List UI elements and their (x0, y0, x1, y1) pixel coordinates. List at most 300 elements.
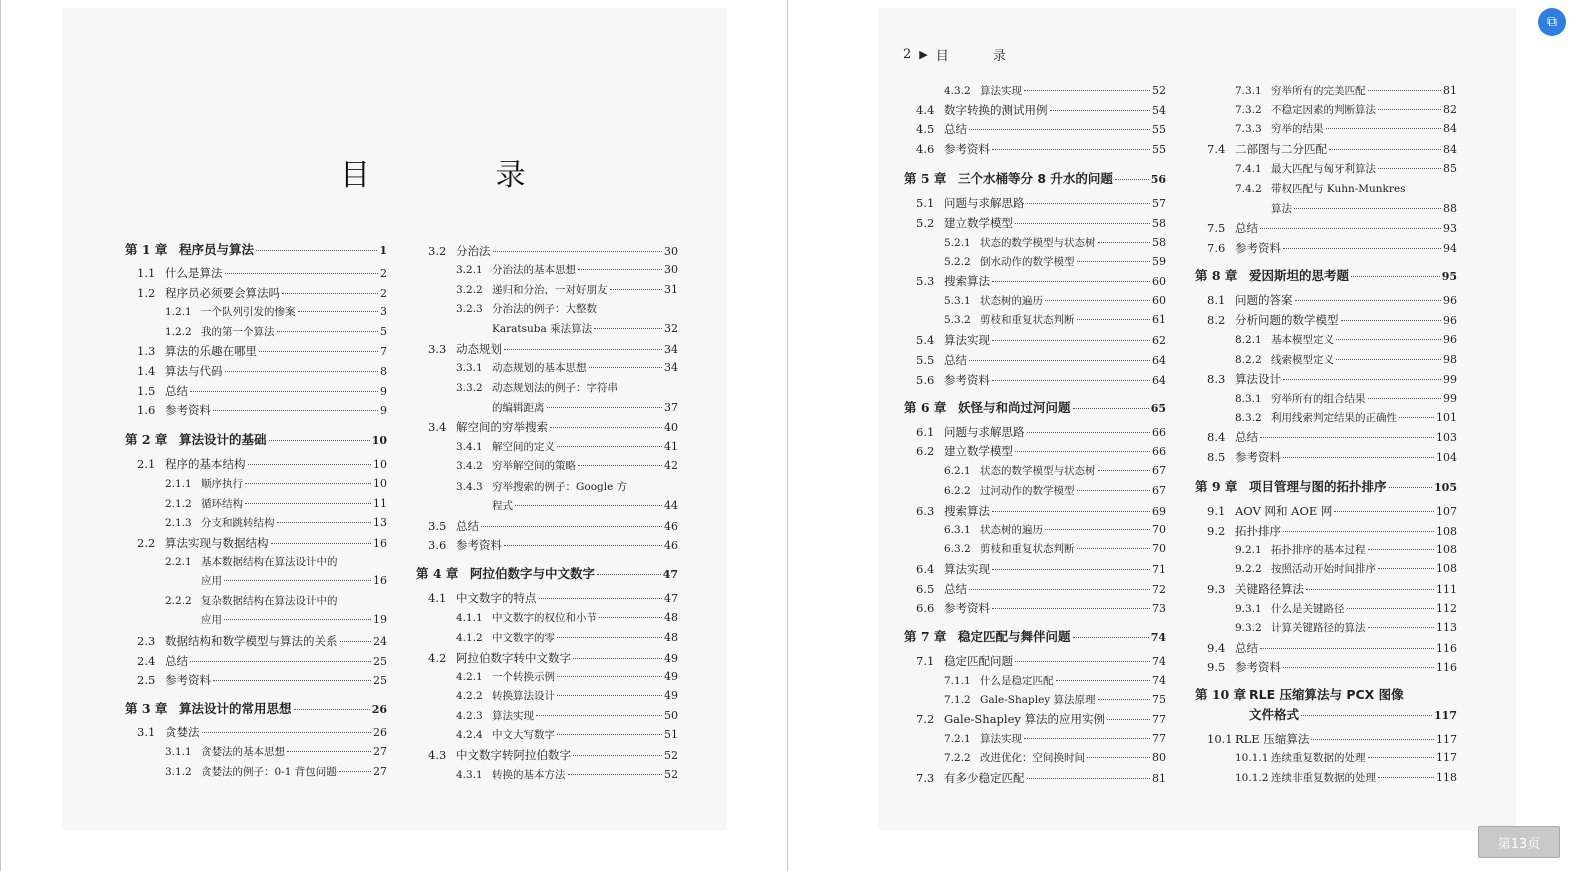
toc-leader-dots (1368, 398, 1442, 399)
toc-section-entry[interactable] (916, 444, 1166, 459)
toc-subsection-entry[interactable] (944, 693, 1166, 707)
toc-subsection-entry[interactable] (456, 728, 678, 742)
toc-section-entry[interactable] (428, 591, 678, 606)
toc-entry-page: 58 (1152, 217, 1166, 230)
toc-entry-title: 穷举解空间的策略 (492, 460, 576, 472)
left-border (0, 0, 1, 871)
toc-leader-dots (557, 734, 662, 735)
toc-entry-title: 倒水动作的数学模型 (980, 256, 1075, 268)
toc-subsection-entry[interactable] (944, 84, 1166, 98)
toc-entry-title: 参考资料 (944, 373, 990, 387)
toc-section-entry[interactable] (916, 142, 1166, 157)
toc-subsection-entry[interactable] (456, 283, 678, 297)
toc-leader-dots (969, 589, 1150, 590)
toc-section-entry[interactable] (916, 373, 1166, 388)
toc-entry-number: 9.4 (1207, 641, 1226, 655)
toc-entry-title: RLE 压缩算法与 PCX 图像 (1249, 687, 1404, 702)
toc-chapter-entry[interactable] (1195, 269, 1457, 284)
toc-entry-number: 第 10 章 (1195, 687, 1247, 702)
toc-section-entry[interactable] (916, 122, 1166, 137)
toc-subsection-entry[interactable] (165, 594, 387, 608)
toc-chapter-entry[interactable] (1195, 480, 1457, 495)
toc-entry-page: 9 (380, 404, 387, 417)
toc-subsection-entry[interactable] (1235, 202, 1457, 216)
toc-entry-title: 总结 (165, 384, 188, 398)
toc-entry-number: 9.2.1 (1235, 544, 1262, 556)
toc-entry-number: 8.3.1 (1235, 393, 1262, 405)
toc-leader-dots (1368, 627, 1435, 628)
toc-section-entry[interactable] (137, 654, 387, 669)
toc-entry-page: 77 (1152, 732, 1166, 745)
toc-entry-title: 一个转换示例 (492, 671, 555, 683)
toc-leader-dots (1341, 320, 1442, 321)
toc-leader-dots (610, 289, 663, 290)
toc-subsection-entry[interactable] (1235, 602, 1457, 616)
toc-subsection-entry[interactable] (944, 313, 1166, 327)
toc-subsection-entry[interactable] (944, 484, 1166, 498)
toc-entry-title: 爱因斯坦的思考题 (1249, 268, 1350, 283)
toc-section-entry[interactable] (916, 654, 1166, 669)
toc-entry-number: 第 2 章 (125, 432, 168, 447)
toc-entry-number: 9.1 (1207, 504, 1226, 518)
toc-subsection-entry[interactable] (456, 440, 678, 454)
toc-section-entry[interactable] (1207, 430, 1457, 445)
toc-section-entry[interactable] (1207, 142, 1457, 157)
toc-leader-dots (1098, 470, 1151, 471)
toc-subsection-entry[interactable] (1235, 751, 1457, 765)
toc-entry-page: 34 (664, 343, 678, 356)
toc-leader-dots (1378, 777, 1434, 778)
toc-leader-dots (294, 709, 370, 710)
toc-entry-title: 算法设计 (1235, 372, 1281, 386)
toc-entry-number: 6.3 (916, 504, 935, 518)
toc-subsection-entry[interactable] (456, 689, 678, 703)
toc-entry-number: 5.2.1 (944, 237, 971, 249)
toc-subsection-entry[interactable] (165, 305, 387, 319)
toc-section-entry[interactable] (1207, 450, 1457, 465)
toc-entry-number: 第 7 章 (904, 629, 947, 644)
toc-entry-number: 3.2.1 (456, 264, 483, 276)
toc-leader-dots (969, 129, 1150, 130)
toc-section-entry[interactable] (916, 712, 1166, 727)
toc-section-entry[interactable] (137, 266, 387, 281)
toc-subsection-entry[interactable] (165, 574, 387, 588)
page-indicator[interactable]: 第13页 (1478, 826, 1560, 858)
toc-entry-title: 参考资料 (1235, 241, 1281, 255)
toc-section-entry[interactable] (137, 634, 387, 649)
toc-chapter-entry[interactable] (1195, 708, 1457, 723)
toc-entry-page: 59 (1152, 255, 1166, 268)
toc-title: 目 录 (340, 158, 584, 193)
toc-entry-page: 88 (1443, 202, 1457, 215)
toc-subsection-entry[interactable] (456, 459, 678, 473)
toc-section-entry[interactable] (1207, 582, 1457, 597)
toc-subsection-entry[interactable] (944, 732, 1166, 746)
toc-section-entry[interactable] (916, 562, 1166, 577)
toc-entry-number: 3.3.2 (456, 382, 483, 394)
toc-entry-page: 24 (373, 635, 387, 648)
toc-entry-page: 10 (373, 477, 387, 490)
toc-entry-number: 3.3.1 (456, 362, 483, 374)
toc-entry-title: 复杂数据结构在算法设计中的 (201, 595, 338, 607)
toc-entry-page: 117 (1436, 751, 1457, 764)
toc-entry-page: 62 (1152, 334, 1166, 347)
toc-entry-title: 连续非重复数据的处理 (1271, 772, 1376, 784)
toc-entry-number: 4.2.4 (456, 729, 483, 741)
toc-entry-page: 118 (1436, 771, 1457, 784)
toc-chapter-entry[interactable] (904, 401, 1166, 416)
toc-entry-number: 8.4 (1207, 430, 1226, 444)
toc-section-entry[interactable] (916, 216, 1166, 231)
toc-leader-dots (1260, 228, 1441, 229)
toc-chapter-entry[interactable] (1195, 688, 1457, 702)
toc-leader-dots (539, 598, 663, 599)
toc-subsection-entry[interactable] (165, 613, 387, 627)
toc-leader-dots (269, 440, 370, 441)
toc-entry-title: 拓扑排序的基本过程 (1271, 544, 1366, 556)
toc-entry-title: 状态树的遍历 (980, 524, 1043, 536)
toc-leader-dots (1045, 300, 1150, 301)
toc-entry-title: 穷举的结果 (1271, 123, 1324, 135)
toc-entry-number: 8.3 (1207, 372, 1226, 386)
toc-section-entry[interactable] (428, 538, 678, 553)
toc-leader-dots (1378, 568, 1434, 569)
toc-entry-page: 41 (664, 440, 678, 453)
toc-entry-page: 75 (1152, 693, 1166, 706)
toc-section-entry[interactable] (428, 748, 678, 763)
toc-subsection-entry[interactable] (1235, 103, 1457, 117)
toc-leader-dots (1260, 648, 1434, 649)
toc-entry-title: 建立数学模型 (944, 444, 1013, 458)
toc-entry-title: 我的第一个算法 (201, 326, 275, 338)
toc-entry-page: 64 (1152, 374, 1166, 387)
toc-chapter-entry[interactable] (416, 567, 678, 582)
toc-entry-page: 48 (664, 611, 678, 624)
toc-entry-page: 26 (373, 726, 387, 739)
toc-entry-number: 5.3 (916, 274, 935, 288)
toc-subsection-entry[interactable] (456, 631, 678, 645)
toc-section-entry[interactable] (916, 274, 1166, 289)
toc-entry-title: 算法的乐趣在哪里 (165, 344, 257, 358)
toc-section-entry[interactable] (916, 425, 1166, 440)
toc-entry-title: 总结 (1235, 641, 1258, 655)
toc-leader-dots (1399, 417, 1434, 418)
toc-entry-number: 7.4.1 (1235, 163, 1262, 175)
toc-subsection-entry[interactable] (944, 255, 1166, 269)
toc-section-entry[interactable] (137, 344, 387, 359)
toc-entry-title: 动态规划的基本思想 (492, 362, 587, 374)
toc-leader-dots (287, 751, 371, 752)
toc-leader-dots (1311, 739, 1434, 740)
toc-section-entry[interactable] (916, 103, 1166, 118)
toc-subsection-entry[interactable] (944, 751, 1166, 765)
toc-leader-dots (557, 676, 662, 677)
toc-entry-page: 26 (371, 703, 387, 716)
toc-section-entry[interactable] (137, 673, 387, 688)
toc-section-entry[interactable] (1207, 241, 1457, 256)
toc-entry-page: 1 (379, 244, 387, 257)
toc-subsection-entry[interactable] (456, 361, 678, 375)
toc-entry-page: 82 (1443, 103, 1457, 116)
toc-subsection-entry[interactable] (944, 674, 1166, 688)
toc-entry-title: Gale-Shapley 算法的应用实例 (944, 712, 1106, 726)
translate-button[interactable] (1538, 8, 1566, 36)
toc-chapter-entry[interactable] (904, 630, 1166, 645)
toc-section-entry[interactable] (1207, 504, 1457, 519)
toc-section-entry[interactable] (137, 725, 387, 740)
toc-entry-title: 参考资料 (165, 403, 211, 417)
toc-section-entry[interactable] (1207, 641, 1457, 656)
toc-entry-title: 程序员与算法 (179, 242, 255, 257)
toc-leader-dots (248, 464, 372, 465)
toc-subsection-entry[interactable] (165, 497, 387, 511)
toc-subsection-entry[interactable] (456, 263, 678, 277)
toc-section-entry[interactable] (137, 286, 387, 301)
toc-chapter-entry[interactable] (125, 433, 387, 448)
toc-entry-title: 程式 (492, 500, 513, 512)
toc-section-entry[interactable] (1207, 372, 1457, 387)
toc-subsection-entry[interactable] (456, 480, 678, 494)
toc-subsection-entry[interactable] (1235, 543, 1457, 557)
toc-section-entry[interactable] (1207, 732, 1457, 747)
toc-entry-number: 5.3.2 (944, 314, 971, 326)
toc-subsection-entry[interactable] (456, 302, 678, 316)
toc-entry-page: 60 (1152, 294, 1166, 307)
toc-entry-number: 7.3.3 (1235, 123, 1262, 135)
toc-entry-page: 73 (1152, 602, 1166, 615)
toc-entry-number: 10.1 (1207, 732, 1233, 746)
toc-section-entry[interactable] (1207, 313, 1457, 328)
toc-entry-number: 4.1.1 (456, 612, 483, 624)
toc-section-entry[interactable] (1207, 293, 1457, 308)
toc-leader-dots (599, 617, 662, 618)
toc-section-entry[interactable] (137, 536, 387, 551)
toc-leader-dots (557, 695, 662, 696)
toc-entry-title: 分析问题的数学模型 (1235, 313, 1339, 327)
toc-entry-number: 3.4.1 (456, 441, 483, 453)
toc-leader-dots (1115, 179, 1149, 180)
toc-entry-number: 第 9 章 (1195, 479, 1238, 494)
toc-entry-page: 55 (1152, 123, 1166, 136)
toc-section-entry[interactable] (916, 601, 1166, 616)
toc-subsection-entry[interactable] (1235, 84, 1457, 98)
toc-entry-title: 状态树的遍历 (980, 295, 1043, 307)
running-header (903, 45, 1026, 64)
toc-section-entry[interactable] (137, 457, 387, 472)
toc-leader-dots (1056, 680, 1151, 681)
toc-entry-page: 54 (1152, 104, 1166, 117)
toc-entry-page: 107 (1436, 505, 1457, 518)
toc-entry-page: 77 (1152, 713, 1166, 726)
toc-subsection-entry[interactable] (1235, 182, 1457, 196)
toc-subsection-entry[interactable] (944, 236, 1166, 250)
toc-subsection-entry[interactable] (1235, 621, 1457, 635)
toc-subsection-entry[interactable] (456, 499, 678, 513)
toc-chapter-entry[interactable] (125, 702, 387, 717)
toc-chapter-entry[interactable] (904, 172, 1166, 187)
toc-entry-number: 6.1 (916, 425, 935, 439)
toc-entry-title: 中文数字的权位和小节 (492, 612, 597, 624)
toc-entry-number: 1.3 (137, 344, 156, 358)
toc-entry-number: 8.2.2 (1235, 354, 1262, 366)
toc-subsection-entry[interactable] (944, 294, 1166, 308)
toc-entry-page: 10 (371, 434, 387, 447)
toc-entry-number: 7.3.1 (1235, 85, 1262, 97)
toc-section-entry[interactable] (137, 364, 387, 379)
toc-subsection-entry[interactable] (1235, 122, 1457, 136)
toc-entry-number: 8.2 (1207, 313, 1226, 327)
toc-leader-dots (1077, 490, 1151, 491)
toc-leader-dots (1077, 261, 1151, 262)
toc-subsection-entry[interactable] (1235, 411, 1457, 425)
toc-section-entry[interactable] (916, 333, 1166, 348)
toc-leader-dots (992, 340, 1150, 341)
toc-entry-title: 算法实现 (980, 85, 1022, 97)
toc-leader-dots (597, 574, 661, 575)
toc-entry-number: 7.1.1 (944, 675, 971, 687)
toc-section-entry[interactable] (428, 420, 678, 435)
toc-entry-page: 2 (380, 287, 387, 300)
toc-leader-dots (504, 349, 662, 350)
toc-entry-title: 算法 (1271, 203, 1292, 215)
toc-leader-dots (259, 351, 378, 352)
toc-subsection-entry[interactable] (1235, 162, 1457, 176)
toc-entry-number: 2.2 (137, 536, 156, 550)
toc-subsection-entry[interactable] (1235, 392, 1457, 406)
toc-section-entry[interactable] (916, 196, 1166, 211)
toc-leader-dots (1368, 549, 1435, 550)
toc-section-entry[interactable] (916, 353, 1166, 368)
toc-entry-title: 穷举搜索的例子：Google 方 (492, 481, 628, 493)
toc-entry-title: 总结 (1235, 221, 1258, 235)
toc-entry-page: 98 (1443, 353, 1457, 366)
toc-entry-number: 8.1 (1207, 293, 1226, 307)
toc-entry-title: 穷举所有的完美匹配 (1271, 85, 1366, 97)
toc-subsection-entry[interactable] (456, 670, 678, 684)
toc-entry-title: 连续重复数据的处理 (1271, 752, 1366, 764)
toc-section-entry[interactable] (137, 384, 387, 399)
toc-leader-dots (992, 380, 1150, 381)
toc-section-entry[interactable] (137, 403, 387, 418)
toc-entry-page: 49 (664, 689, 678, 702)
toc-leader-dots (1283, 248, 1441, 249)
toc-entry-number: 10.1.2 (1235, 772, 1269, 784)
toc-entry-page: 108 (1436, 543, 1457, 556)
toc-entry-title: 贪婪法的例子：0-1 背包问题 (201, 766, 337, 778)
toc-entry-page: 67 (1152, 484, 1166, 497)
toc-entry-title: 转换算法设计 (492, 690, 555, 702)
toc-entry-page: 47 (664, 592, 678, 605)
toc-subsection-entry[interactable] (456, 768, 678, 782)
toc-entry-title: 算法实现 (980, 733, 1022, 745)
toc-subsection-entry[interactable] (456, 322, 678, 336)
toc-subsection-entry[interactable] (165, 745, 387, 759)
toc-entry-title: 解空间的定义 (492, 441, 555, 453)
translate-icon: ⧉ (1547, 14, 1557, 30)
toc-section-entry[interactable] (916, 771, 1166, 786)
toc-subsection-entry[interactable] (1235, 562, 1457, 576)
toc-section-entry[interactable] (916, 504, 1166, 519)
toc-section-entry[interactable] (428, 342, 678, 357)
toc-leader-dots (1098, 699, 1150, 700)
toc-subsection-entry[interactable] (456, 381, 678, 395)
toc-entry-title: 三个水桶等分 8 升水的问题 (958, 171, 1113, 186)
toc-entry-number: 5.5 (916, 353, 935, 367)
toc-subsection-entry[interactable] (165, 477, 387, 491)
toc-subsection-entry[interactable] (1235, 333, 1457, 347)
toc-entry-page: 99 (1443, 373, 1457, 386)
toc-entry-title: 不稳定因素的判断算法 (1271, 104, 1376, 116)
toc-entry-page: 44 (664, 499, 678, 512)
toc-leader-dots (536, 715, 662, 716)
toc-entry-page: 60 (1152, 275, 1166, 288)
toc-entry-number: 1.4 (137, 364, 156, 378)
toc-leader-dots (1294, 208, 1441, 209)
toc-entry-title: 带权匹配与 Kuhn-Munkres (1271, 183, 1406, 195)
toc-entry-number: 第 1 章 (125, 242, 168, 257)
page-divider (787, 0, 788, 871)
toc-subsection-entry[interactable] (165, 325, 387, 339)
toc-leader-dots (1336, 359, 1441, 360)
toc-entry-number: 9.3.1 (1235, 603, 1262, 615)
toc-leader-dots (271, 543, 372, 544)
toc-entry-number: 8.5 (1207, 450, 1226, 464)
toc-entry-number: 5.3.1 (944, 295, 971, 307)
toc-entry-title: 问题与求解思路 (944, 425, 1025, 439)
toc-entry-page: 2 (380, 267, 387, 280)
toc-entry-page: 5 (380, 325, 387, 338)
toc-entry-title: 中文数字转阿拉伯数字 (456, 748, 571, 762)
toc-subsection-entry[interactable] (165, 555, 387, 569)
toc-leader-dots (481, 526, 662, 527)
toc-leader-dots (992, 511, 1150, 512)
toc-section-entry[interactable] (1207, 221, 1457, 236)
toc-leader-dots (1295, 300, 1442, 301)
toc-subsection-entry[interactable] (456, 401, 678, 415)
toc-entry-page: 103 (1436, 431, 1457, 444)
toc-section-entry[interactable] (428, 519, 678, 534)
toc-leader-dots (557, 637, 662, 638)
toc-section-entry[interactable] (916, 582, 1166, 597)
toc-subsection-entry[interactable] (456, 709, 678, 723)
toc-subsection-entry[interactable] (165, 516, 387, 530)
toc-entry-number: 4.1 (428, 591, 447, 605)
toc-section-entry[interactable] (428, 244, 678, 259)
toc-entry-title: 分治法的例子：大整数 (492, 303, 597, 315)
toc-entry-page: 70 (1152, 542, 1166, 555)
toc-leader-dots (225, 273, 379, 274)
toc-subsection-entry[interactable] (165, 765, 387, 779)
toc-subsection-entry[interactable] (456, 611, 678, 625)
toc-subsection-entry[interactable] (1235, 353, 1457, 367)
toc-subsection-entry[interactable] (1235, 771, 1457, 785)
toc-leader-dots (578, 465, 662, 466)
toc-entry-title: 问题的答案 (1235, 293, 1293, 307)
toc-entry-title: 有多少稳定匹配 (944, 771, 1025, 785)
toc-entry-number: 第 5 章 (904, 171, 947, 186)
toc-subsection-entry[interactable] (944, 523, 1166, 537)
toc-section-entry[interactable] (428, 651, 678, 666)
toc-entry-number: 1.2.2 (165, 326, 192, 338)
toc-leader-dots (550, 427, 662, 428)
toc-subsection-entry[interactable] (944, 464, 1166, 478)
toc-section-entry[interactable] (1207, 524, 1457, 539)
toc-entry-page: 64 (1152, 354, 1166, 367)
toc-section-entry[interactable] (1207, 660, 1457, 675)
toc-subsection-entry[interactable] (944, 542, 1166, 556)
toc-entry-title: RLE 压缩算法 (1235, 732, 1310, 746)
toc-chapter-entry[interactable] (125, 243, 387, 258)
